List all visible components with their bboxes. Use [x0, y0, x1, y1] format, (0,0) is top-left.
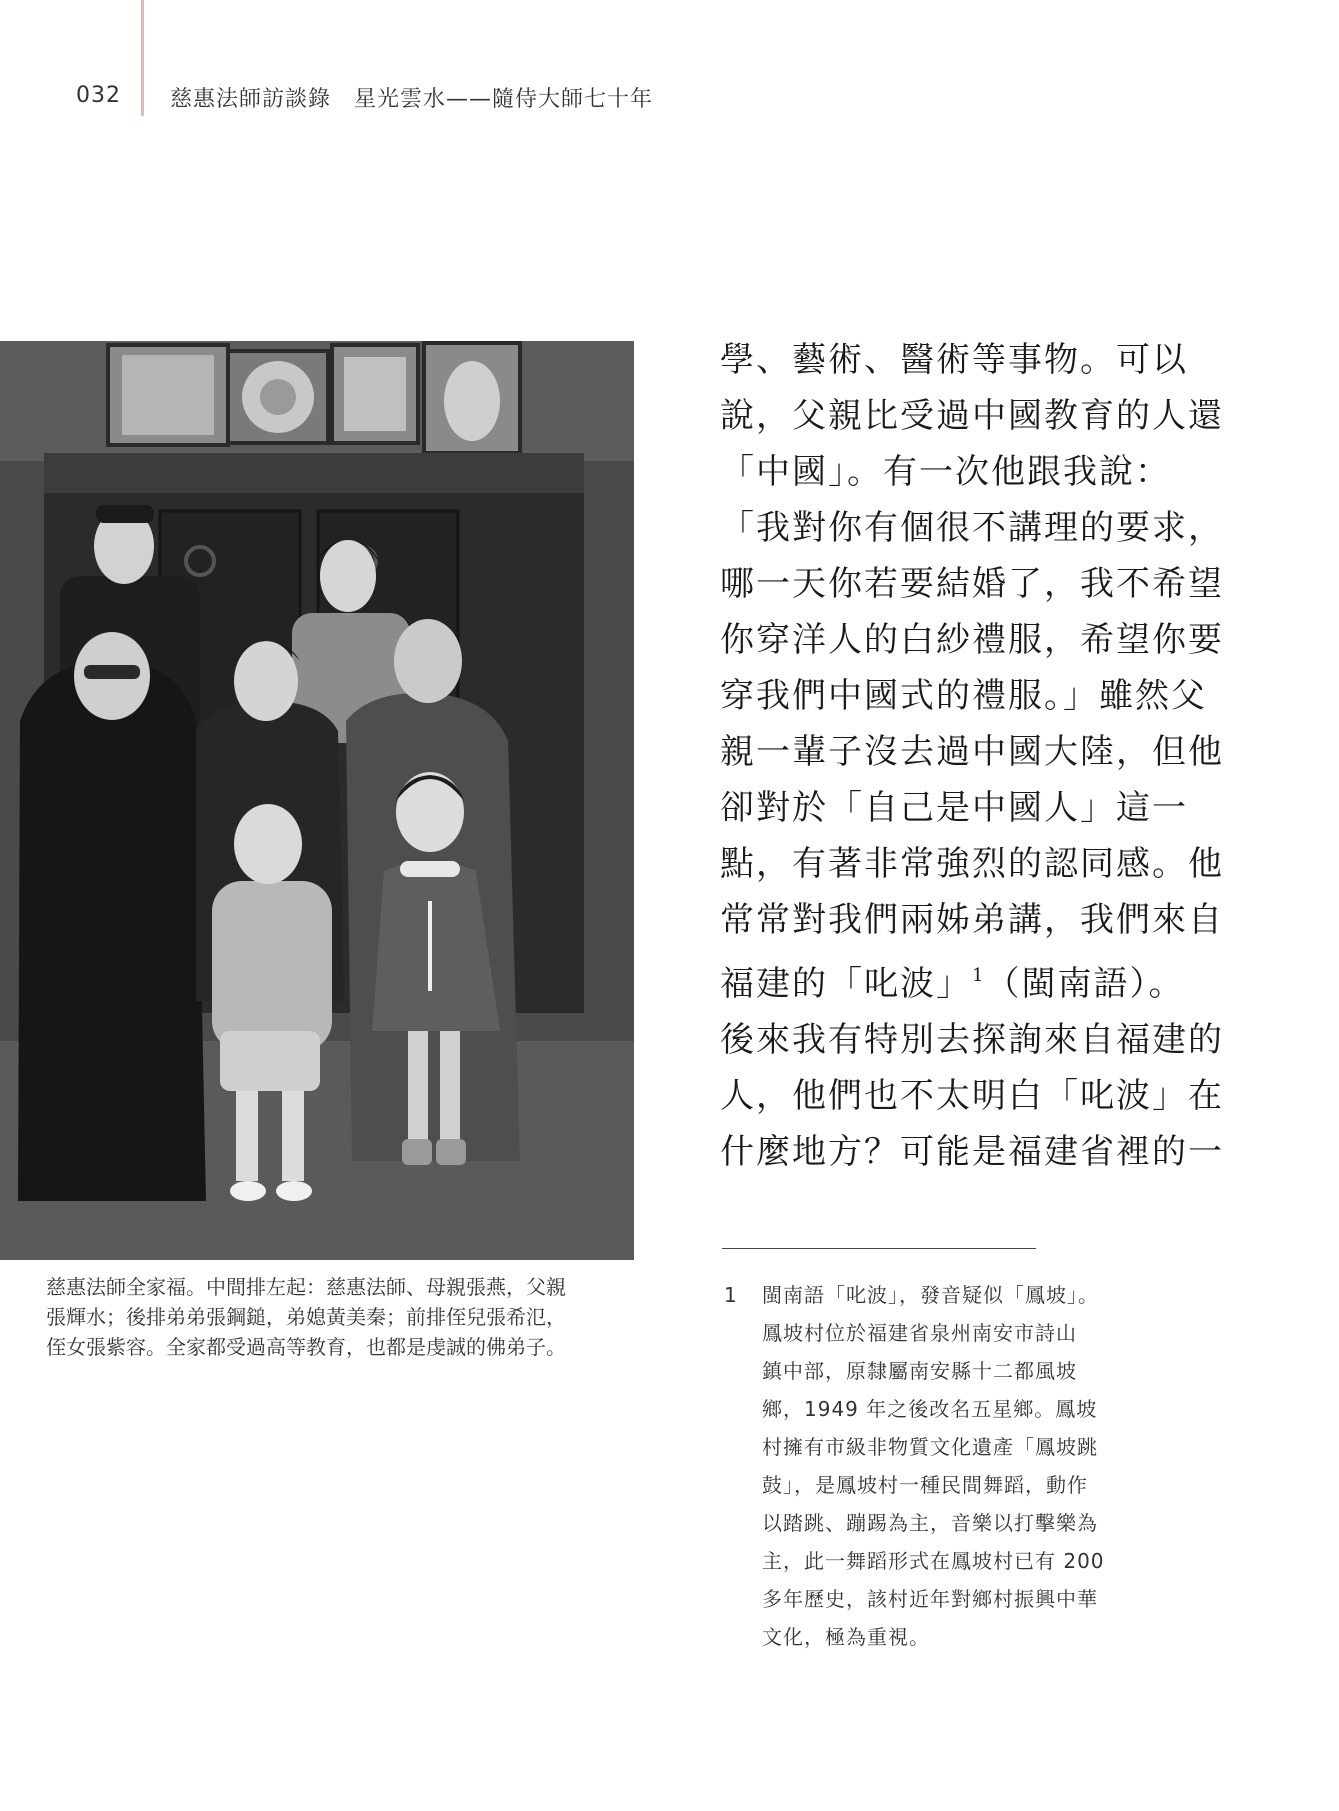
- footnote-divider: [722, 1248, 1036, 1249]
- caption-line: 慈惠法師全家福。中間排左起：慈惠法師、母親張燕，父親: [46, 1275, 566, 1299]
- body-line: 學、藝術、醫術等事物。可以: [720, 340, 1188, 380]
- footnote-line: 多年歷史，該村近年對鄉村振興中華: [762, 1587, 1098, 1611]
- family-photo: [0, 341, 634, 1260]
- body-line: 點，有著非常強烈的認同感。他: [720, 844, 1224, 884]
- footnote-text: [762, 1276, 1182, 1656]
- body-line: 「中國」。有一次他跟我說：: [720, 452, 1171, 492]
- body-line: 哪一天你若要結婚了，我不希望: [720, 564, 1224, 604]
- body-line: 你穿洋人的白紗禮服，希望你要: [720, 620, 1224, 660]
- header-divider: [141, 0, 144, 116]
- caption-line: 張輝水；後排弟弟張鋼鎚，弟媳黃美秦；前排侄兒張希氾，: [46, 1305, 566, 1329]
- footnote-line: 鼓」，是鳳坡村一種民間舞蹈，動作: [762, 1473, 1088, 1497]
- footnote-number: 1: [724, 1283, 737, 1307]
- running-title: 慈惠法師訪談錄 星光雲水——隨侍大師七十年: [170, 87, 654, 112]
- footnote-line: 村擁有市級非物質文化遺產「鳳坡跳: [762, 1435, 1098, 1459]
- body-line-with-footnote-ref: [720, 948, 1185, 1012]
- body-line: 人，他們也不太明白「叱波」在: [720, 1076, 1224, 1116]
- footnote-reference[interactable]: 1: [972, 965, 986, 986]
- footnote-line: 以踏跳、蹦踢為主，音樂以打擊樂為: [762, 1511, 1098, 1535]
- body-text: [720, 332, 1224, 1180]
- body-line: 「我對你有個很不講理的要求，: [720, 508, 1224, 548]
- footnote-line: 鎮中部，原隸屬南安縣十二都風坡: [762, 1359, 1077, 1383]
- body-line: 後來我有特別去探詢來自福建的: [720, 1020, 1224, 1060]
- body-line-part: 福建的「叱波」: [720, 964, 972, 1004]
- page-number: 032: [76, 83, 121, 108]
- body-line: 常常對我們兩姊弟講，我們來自: [720, 900, 1224, 940]
- footnote-line: 鳳坡村位於福建省泉州南安市詩山: [762, 1321, 1077, 1345]
- body-line: 穿我們中國式的禮服。」雖然父: [720, 676, 1207, 716]
- footnote-line: 閩南語「叱波」，發音疑似「鳳坡」。: [762, 1283, 1099, 1307]
- body-line-part: （閩南語）。: [985, 964, 1185, 1004]
- body-line: 什麼地方？可能是福建省裡的一: [720, 1132, 1224, 1172]
- body-line: 說，父親比受過中國教育的人還: [720, 396, 1224, 436]
- body-line: 卻對於「自己是中國人」這一: [720, 788, 1188, 828]
- footnote-line: 鄉，1949 年之後改名五星鄉。鳳坡: [762, 1397, 1098, 1421]
- footnote-line: 主，此一舞蹈形式在鳳坡村已有 200: [762, 1549, 1105, 1573]
- body-line: 親一輩子沒去過中國大陸，但他: [720, 732, 1224, 772]
- footnote-line: 文化，極為重視。: [762, 1625, 930, 1649]
- caption-line: 侄女張紫容。全家都受過高等教育，也都是虔誠的佛弟子。: [46, 1335, 566, 1359]
- family-photo-illustration: [0, 341, 634, 1260]
- photo-caption: [46, 1272, 636, 1362]
